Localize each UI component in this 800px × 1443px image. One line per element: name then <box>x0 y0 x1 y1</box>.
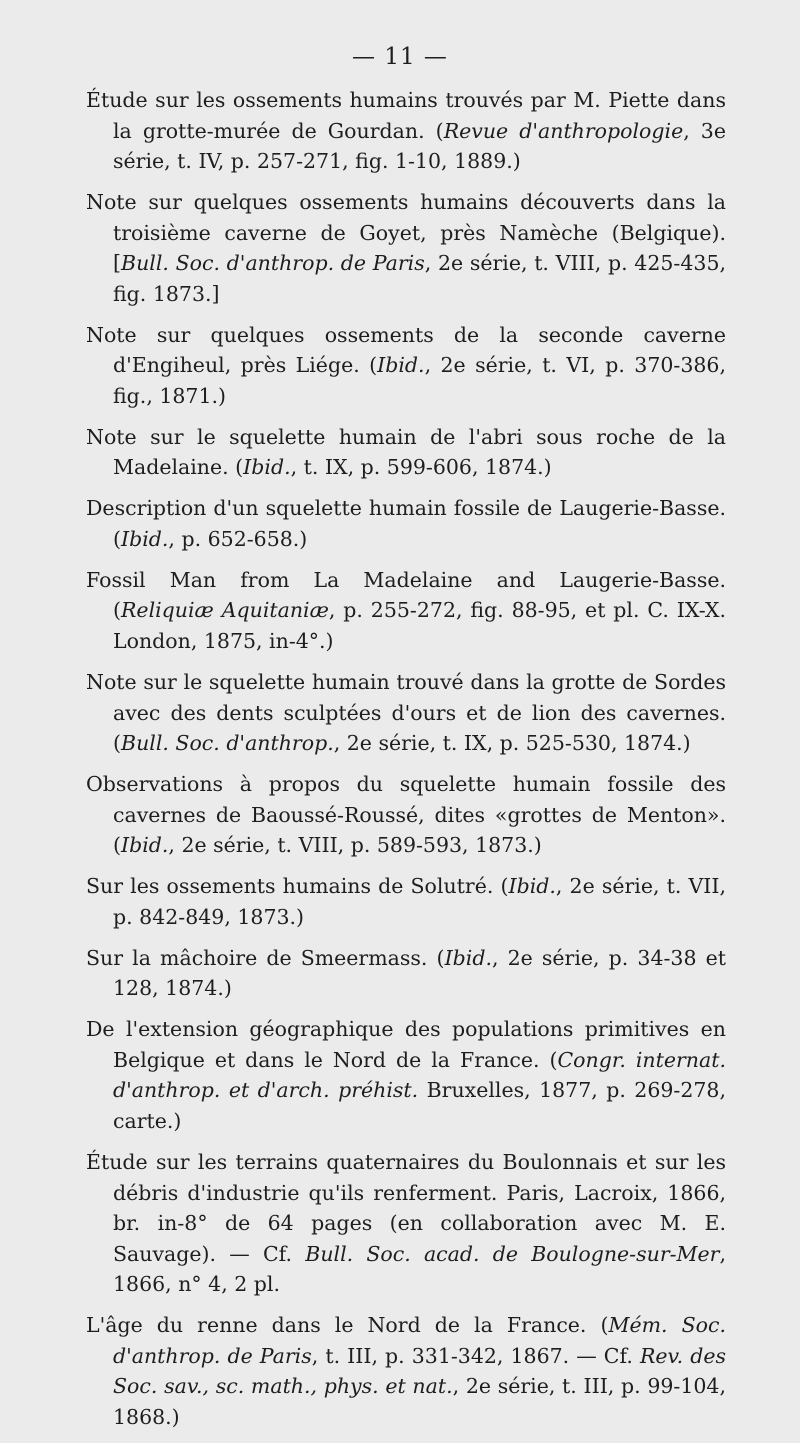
entry-source: Rev. des Soc. sav., sc. math., phys. et nat. <box>113 1343 727 1399</box>
entry-text: , 2e série, t. III, p. 99-104, 1868.) <box>113 1374 726 1429</box>
entry-text: Étude sur les ossements humains trouvés par M. Piette dans la grotte-murée de Gourdan. ( <box>86 88 726 143</box>
entry-source: Congr. internat. d'anthrop. et d'arch. préhist. <box>113 1047 726 1103</box>
bibliography-entry <box>86 667 726 759</box>
entry-text: Observations à propos du squelette humain fossile des cavernes de Baoussé-Roussé, dites «grottes de Menton». ( <box>86 772 726 858</box>
bibliography-entry <box>86 943 726 1004</box>
entry-source: Revue d'anthropologie <box>443 118 684 143</box>
entry-text: , 2e série, t. VI, p. 370-386, fig., 1871.) <box>113 353 726 408</box>
entry-text: , 3e série, t. IV, p. 257-271, fig. 1-10, 1889.) <box>113 118 726 173</box>
entry-text: , 2e série, t. VIII, p. 589-593, 1873.) <box>168 833 542 858</box>
entry-text: , p. 652-658.) <box>168 526 308 551</box>
page-number: — 11 — <box>352 44 448 70</box>
bibliography-entry <box>86 871 726 932</box>
bibliography-entry <box>86 1310 726 1432</box>
entry-source: Ibid. <box>243 455 291 480</box>
entry-source: Reliquiæ Aquitaniæ <box>121 598 329 623</box>
entry-text: , 1866, n° 4, 2 pl. <box>113 1241 726 1297</box>
entry-text: Note sur quelques ossements humains découverts dans la troisième caverne de Goyet, près Namèche (Belgique). [ <box>86 190 726 276</box>
bibliography-entry <box>86 1014 726 1136</box>
bibliography-entry <box>86 493 726 554</box>
bibliography-entry <box>86 1147 726 1300</box>
entry-text: , 2e série, t. IX, p. 525-530, 1874.) <box>333 731 691 756</box>
bibliography-entry <box>86 565 726 657</box>
entry-source: Ibid. <box>121 526 169 551</box>
bibliography-entry <box>86 320 726 412</box>
entry-text: L'âge du renne dans le Nord de la France. ( <box>86 1313 609 1338</box>
entry-text: Sur la mâchoire de Smeermass. ( <box>86 945 445 970</box>
entry-text: Note sur le squelette humain trouvé dans la grotte de Sordes avec des dents sculptées d'ours et de lion des cavernes. ( <box>86 670 726 756</box>
entry-text: Sur les ossements humains de Solutré. ( <box>86 874 509 899</box>
entry-text: , t. IX, p. 599-606, 1874.) <box>290 455 552 480</box>
bibliography-entry <box>86 769 726 861</box>
entry-source: Mém. Soc. d'anthrop. de Paris <box>113 1313 727 1368</box>
entry-text: Bruxelles, 1877, p. 269-278, carte.) <box>113 1078 726 1133</box>
entry-text: Fossil Man from La Madelaine and Laugerie-Basse. ( <box>86 567 726 623</box>
entry-text: , 2e série, t. VIII, p. 425-435, fig. 1873.] <box>113 251 727 306</box>
entry-source: Bull. Soc. d'anthrop. de Paris <box>121 251 425 276</box>
entry-text: Étude sur les terrains quaternaires du Boulonnais et sur les débris d'industrie qu'ils renferment. Paris, Lacroix, 1866, br. in-8° de 64 pages (en collaboration avec M. E. Sauvage). — Cf. <box>86 1150 726 1266</box>
entry-text: , 2e série, p. 34-38 et 128, 1874.) <box>113 945 726 1001</box>
entry-text: Note sur le squelette humain de l'abri sous roche de la Madelaine. ( <box>86 424 726 480</box>
entry-source: Bull. Soc. acad. de Boulogne-sur-Mer <box>305 1241 720 1266</box>
bibliography-entry <box>86 85 726 177</box>
bibliography-entry <box>86 187 726 309</box>
entry-text: , p. 255-272, fig. 88-95, et pl. C. IX-X. London, 1875, in-4°.) <box>113 598 726 653</box>
entry-text: Note sur quelques ossements de la seconde caverne d'Engiheul, près Liége. ( <box>86 322 726 378</box>
entry-text: De l'extension géographique des populations primitives en Belgique et dans le Nord de la France. ( <box>86 1017 726 1072</box>
entry-text: Description d'un squelette humain fossile de Laugerie-Basse. ( <box>86 496 726 551</box>
entry-text: , 2e série, t. VII, p. 842-849, 1873.) <box>113 874 726 929</box>
entry-source: Ibid. <box>121 833 169 858</box>
entry-source: Bull. Soc. d'anthrop. <box>121 731 334 756</box>
bibliography-list <box>86 85 726 1443</box>
entry-source: Ibid. <box>377 353 425 378</box>
bibliography-entry <box>86 422 726 483</box>
entry-text: , t. III, p. 331-342, 1867. — Cf. <box>311 1343 640 1368</box>
entry-source: Ibid. <box>508 874 556 899</box>
entry-source: Ibid. <box>444 945 492 970</box>
